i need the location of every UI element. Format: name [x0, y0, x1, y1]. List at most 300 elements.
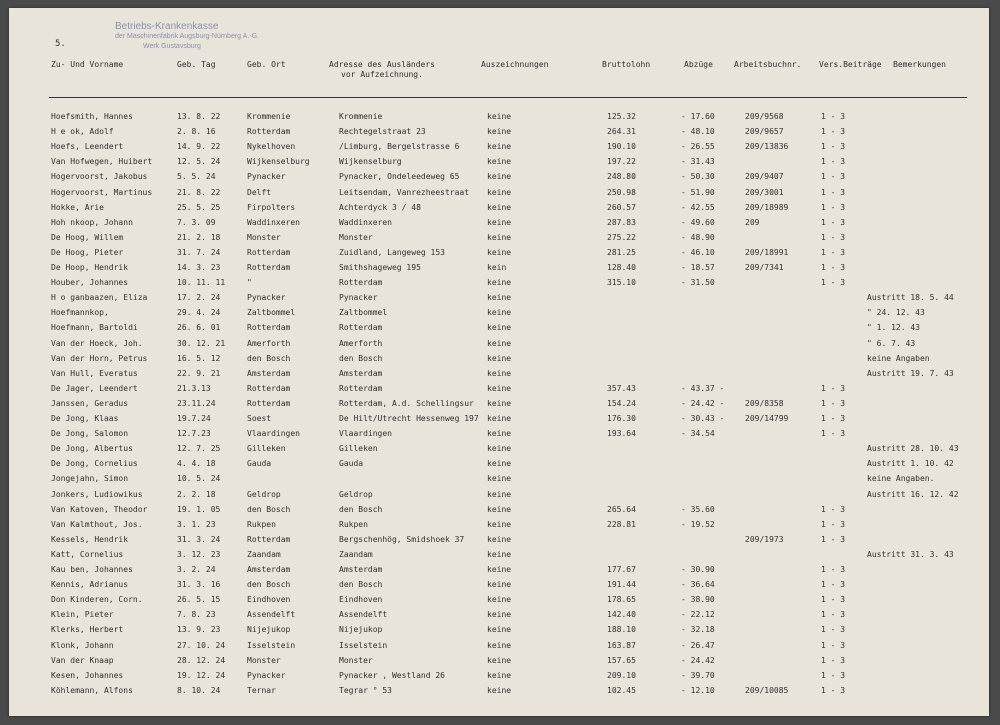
table-row: [9, 474, 989, 489]
cell-name: Van der Hoeck, Joh.: [51, 338, 143, 348]
header-birthplace: Geb. Ort: [247, 60, 286, 69]
table-row: [9, 127, 989, 142]
cell-address: Zaandam: [339, 549, 373, 559]
table-row: [9, 399, 989, 414]
cell-award: keine: [487, 610, 512, 620]
cell-birthplace: Pynacker: [247, 172, 286, 182]
cell-award: keine: [487, 187, 512, 197]
cell-deduction: - 48.10: [681, 127, 715, 137]
cell-award: keine: [487, 112, 512, 121]
table-row: [9, 459, 989, 474]
cell-award: keine: [487, 625, 512, 635]
header-book-no: Arbeitsbuchnr.: [734, 60, 802, 69]
cell-address: Rechtegelstraat 23: [339, 127, 426, 137]
cell-birthdate: 19. 12. 24: [177, 670, 226, 680]
cell-deduction: - 50.30: [681, 172, 715, 182]
cell-deduction: - 49.60: [681, 217, 715, 227]
header-address: Adresse des Ausländers vor Aufzeichnung.: [329, 60, 435, 79]
cell-birthdate: 21.3.13: [177, 383, 211, 393]
cell-birthdate: 19.7.24: [177, 414, 211, 423]
cell-address: Amsterdam: [339, 368, 383, 378]
cell-address: Amerforth: [339, 338, 383, 348]
cell-deduction: - 35.60: [681, 504, 715, 514]
cell-birthdate: 29. 4. 24: [177, 308, 221, 318]
cell-address: Gilleken: [339, 444, 378, 454]
cell-address: Nijejukop: [339, 625, 383, 635]
cell-name: Van der Horn, Petrus: [51, 353, 148, 363]
cell-name: Hokke, Arie: [51, 202, 104, 212]
cell-address: /Limburg, Bergelstrasse 6: [339, 142, 460, 152]
cell-remark: Austritt 16. 12. 42: [867, 489, 959, 499]
cell-deduction: - 43.37 -: [681, 383, 725, 393]
cell-birthplace: Gilleken: [247, 444, 286, 454]
cell-address: Rotterdam: [339, 383, 383, 393]
cell-award: keine: [487, 172, 512, 182]
table-row: [9, 354, 989, 369]
cell-gross: 250.98: [607, 187, 636, 197]
cell-contribution: 1 - 3: [821, 580, 846, 590]
cell-name: Van Kalmthout, Jos.: [51, 519, 143, 529]
cell-address: Monster: [339, 655, 373, 665]
cell-contribution: 1 - 3: [821, 670, 846, 680]
cell-birthplace: Rotterdam: [247, 383, 291, 393]
table-row: [9, 595, 989, 610]
cell-gross: 178.65: [607, 595, 636, 605]
cell-birthdate: 26. 5. 15: [177, 595, 221, 605]
cell-birthdate: 26. 6. 01: [177, 323, 221, 333]
cell-award: keine: [487, 293, 512, 303]
cell-birthdate: 7. 3. 09: [177, 217, 216, 227]
cell-birthdate: 16. 5. 12: [177, 353, 221, 363]
cell-birthdate: 7. 8. 23: [177, 610, 216, 620]
cell-contribution: 1 - 3: [821, 625, 846, 635]
cell-award: keine: [487, 685, 512, 695]
cell-award: keine: [487, 534, 512, 544]
cell-birthdate: 10. 5. 24: [177, 474, 221, 484]
cell-birthdate: 13. 8. 22: [177, 112, 221, 121]
cell-deduction: - 34.54: [681, 429, 715, 439]
cell-birthplace: Vlaardingen: [247, 429, 300, 439]
cell-deduction: - 26.55: [681, 142, 715, 152]
table-row: [9, 188, 989, 203]
table-row: [9, 625, 989, 640]
cell-award: keine: [487, 308, 512, 318]
cell-birthplace: Amerforth: [247, 338, 291, 348]
cell-birthdate: 5. 5. 24: [177, 172, 216, 182]
cell-deduction: - 12.10: [681, 685, 715, 695]
table-row: [9, 429, 989, 444]
cell-contribution: 1 - 3: [821, 142, 846, 152]
cell-address: Pynacker: [339, 293, 378, 303]
cell-award: keine: [487, 127, 512, 137]
table-row: [9, 671, 989, 686]
header-awards: Auszeichnungen: [481, 60, 549, 69]
cell-birthdate: 4. 4. 18: [177, 459, 216, 469]
cell-gross: 228.81: [607, 519, 636, 529]
cell-remark: Austritt 31. 3. 43: [867, 549, 954, 559]
cell-birthplace: Nijejukop: [247, 625, 291, 635]
cell-birthdate: 27. 10. 24: [177, 640, 226, 650]
cell-name: Klein, Pieter: [51, 610, 114, 620]
cell-birthdate: 8. 10. 24: [177, 685, 221, 695]
header-rule: [49, 97, 967, 98]
cell-gross: 315.10: [607, 278, 636, 288]
cell-award: keine: [487, 580, 512, 590]
cell-name: Hogervoorst, Martinus: [51, 187, 153, 197]
cell-birthplace: Zaandam: [247, 549, 281, 559]
cell-deduction: - 51.90: [681, 187, 715, 197]
cell-award: keine: [487, 368, 512, 378]
cell-birthplace: Rotterdam: [247, 127, 291, 137]
cell-remark: " 6. 7. 43: [867, 338, 916, 348]
cell-birthdate: 21. 8. 22: [177, 187, 221, 197]
cell-address: Vlaardingen: [339, 429, 392, 439]
cell-contribution: 1 - 3: [821, 127, 846, 137]
cell-book-no: 209/10085: [745, 685, 789, 695]
cell-gross: 154.24: [607, 398, 636, 408]
cell-contribution: 1 - 3: [821, 565, 846, 574]
table-row: [9, 610, 989, 625]
cell-address: Gauda: [339, 459, 364, 469]
cell-address: Eindhoven: [339, 595, 383, 605]
table-row: [9, 323, 989, 338]
cell-address: Isselstein: [339, 640, 388, 650]
table-row: [9, 505, 989, 520]
stamp-line-3: Werk Gustavsburg: [143, 43, 201, 50]
cell-gross: 193.64: [607, 429, 636, 439]
table-row: [9, 520, 989, 535]
cell-gross: 248.80: [607, 172, 636, 182]
table-row: [9, 142, 989, 157]
table-row: [9, 641, 989, 656]
cell-contribution: 1 - 3: [821, 685, 846, 695]
cell-book-no: 209/18989: [745, 202, 789, 212]
cell-birthdate: 3. 12. 23: [177, 549, 221, 559]
cell-contribution: 1 - 3: [821, 414, 846, 423]
cell-name: Van Hofwegen, Huibert: [51, 157, 153, 167]
cell-award: keine: [487, 338, 512, 348]
cell-birthplace: Assendelft: [247, 610, 296, 620]
cell-remark: " 24. 12. 43: [867, 308, 925, 318]
cell-book-no: 209/18991: [745, 247, 789, 257]
stamp-line-2: der Maschinenfabrik Augsburg-Nürnberg A.-G.: [115, 33, 259, 40]
cell-book-no: 209/13836: [745, 142, 789, 152]
cell-birthplace: Amsterdam: [247, 565, 291, 574]
cell-name: Don Kinderen, Corn.: [51, 595, 143, 605]
cell-address: Rotterdam: [339, 278, 383, 288]
cell-book-no: 209: [745, 217, 760, 227]
cell-address: Geldrop: [339, 489, 373, 499]
header-name: Zu- Und Vorname: [51, 60, 124, 69]
cell-contribution: 1 - 3: [821, 655, 846, 665]
cell-contribution: 1 - 3: [821, 595, 846, 605]
cell-birthplace: Eindhoven: [247, 595, 291, 605]
table-row: [9, 369, 989, 384]
cell-gross: 260.57: [607, 202, 636, 212]
header-remarks: Bemerkungen: [893, 60, 946, 69]
cell-gross: 209.10: [607, 670, 636, 680]
cell-award: keine: [487, 142, 512, 152]
table-row: [9, 580, 989, 595]
cell-gross: 265.64: [607, 504, 636, 514]
cell-contribution: 1 - 3: [821, 263, 846, 272]
table-row: [9, 339, 989, 354]
header-gross: Bruttolohn: [602, 60, 651, 69]
cell-deduction: - 42.55: [681, 202, 715, 212]
cell-birthdate: 28. 12. 24: [177, 655, 226, 665]
cell-address: Smithshageweg 195: [339, 263, 421, 272]
cell-contribution: 1 - 3: [821, 610, 846, 620]
cell-birthplace: Rotterdam: [247, 534, 291, 544]
cell-name: Kessels, Hendrik: [51, 534, 129, 544]
cell-award: keine: [487, 474, 512, 484]
cell-name: Katt, Cornelius: [51, 549, 124, 559]
cell-gross: 142.40: [607, 610, 636, 620]
cell-award: keine: [487, 414, 512, 423]
cell-contribution: 1 - 3: [821, 247, 846, 257]
cell-contribution: 1 - 3: [821, 429, 846, 439]
document-page: [9, 8, 989, 716]
cell-award: keine: [487, 398, 512, 408]
cell-name: H o ganbaazen, Eliza: [51, 293, 148, 303]
cell-birthdate: 10. 11. 11: [177, 278, 226, 288]
cell-birthdate: 21. 2. 18: [177, 232, 221, 242]
cell-deduction: - 17.60: [681, 112, 715, 121]
cell-name: De Hoog, Willem: [51, 232, 124, 242]
cell-deduction: - 36.64: [681, 580, 715, 590]
cell-birthdate: 12. 7. 25: [177, 444, 221, 454]
cell-birthdate: 17. 2. 24: [177, 293, 221, 303]
cell-contribution: 1 - 3: [821, 172, 846, 182]
cell-name: De Jong, Klaas: [51, 414, 119, 423]
cell-name: Hoefs, Leendert: [51, 142, 124, 152]
table-row: [9, 535, 989, 550]
cell-address: De Hilt/Utrecht Hessenweg 197: [339, 414, 479, 423]
cell-address: Assendelft: [339, 610, 388, 620]
cell-contribution: 1 - 3: [821, 112, 846, 121]
cell-deduction: - 26.47: [681, 640, 715, 650]
cell-book-no: 209/7341: [745, 263, 784, 272]
cell-remark: keine Angaben: [867, 353, 930, 363]
cell-award: keine: [487, 549, 512, 559]
cell-gross: 102.45: [607, 685, 636, 695]
cell-birthplace: Firpolters: [247, 202, 296, 212]
cell-gross: 188.10: [607, 625, 636, 635]
table-row: [9, 444, 989, 459]
cell-birthdate: 14. 3. 23: [177, 263, 221, 272]
table-row: [9, 278, 989, 293]
cell-award: keine: [487, 323, 512, 333]
cell-birthplace: Soest: [247, 414, 272, 423]
cell-gross: 281.25: [607, 247, 636, 257]
cell-award: keine: [487, 595, 512, 605]
cell-award: keine: [487, 383, 512, 393]
cell-contribution: 1 - 3: [821, 217, 846, 227]
cell-address: Leitsendam, Vanrezheestraat: [339, 187, 470, 197]
table-row: [9, 308, 989, 323]
cell-birthplace: den Bosch: [247, 580, 291, 590]
cell-name: Hoefsmith, Hannes: [51, 112, 133, 121]
cell-address: Rotterdam: [339, 323, 383, 333]
table-row: [9, 172, 989, 187]
cell-deduction: - 18.57: [681, 263, 715, 272]
cell-contribution: 1 - 3: [821, 383, 846, 393]
cell-gross: 176.30: [607, 414, 636, 423]
table-row: [9, 686, 989, 701]
cell-gross: 287.83: [607, 217, 636, 227]
table-row: [9, 112, 989, 127]
table-row: [9, 550, 989, 565]
cell-address: den Bosch: [339, 580, 383, 590]
cell-name: Klerks, Herbert: [51, 625, 124, 635]
cell-award: keine: [487, 217, 512, 227]
cell-award: keine: [487, 444, 512, 454]
cell-birthdate: 2. 8. 16: [177, 127, 216, 137]
cell-name: Hoh nkoop, Johann: [51, 217, 133, 227]
cell-birthplace: Monster: [247, 232, 281, 242]
cell-birthplace: Nykelhoven: [247, 142, 296, 152]
table-row: [9, 490, 989, 505]
cell-name: Jongejahn, Simon: [51, 474, 129, 484]
cell-address: Rotterdam, A.d. Schellingsur: [339, 398, 474, 408]
cell-remark: Austritt 18. 5. 44: [867, 293, 954, 303]
cell-deduction: - 39.70: [681, 670, 715, 680]
cell-gross: 357.43: [607, 383, 636, 393]
cell-birthdate: 12. 5. 24: [177, 157, 221, 167]
cell-remark: Austritt 28. 10. 43: [867, 444, 959, 454]
cell-name: Janssen, Geradus: [51, 398, 129, 408]
cell-birthplace: Monster: [247, 655, 281, 665]
cell-birthplace: Rotterdam: [247, 398, 291, 408]
cell-birthplace: Waddinxeren: [247, 217, 300, 227]
cell-award: keine: [487, 278, 512, 288]
cell-award: keine: [487, 353, 512, 363]
cell-birthplace: Pynacker: [247, 293, 286, 303]
cell-award: keine: [487, 429, 512, 439]
cell-birthplace: Amsterdam: [247, 368, 291, 378]
cell-remark: Austritt 19. 7. 43: [867, 368, 954, 378]
cell-name: Kennis, Adrianus: [51, 580, 129, 590]
cell-birthdate: 22. 9. 21: [177, 368, 221, 378]
cell-deduction: - 32.18: [681, 625, 715, 635]
cell-award: keine: [487, 565, 512, 574]
table-row: [9, 384, 989, 399]
cell-award: keine: [487, 640, 512, 650]
cell-remark: " 1. 12. 43: [867, 323, 920, 333]
cell-award: keine: [487, 489, 512, 499]
table-row: [9, 203, 989, 218]
cell-birthdate: 31. 7. 24: [177, 247, 221, 257]
cell-award: keine: [487, 157, 512, 167]
cell-contribution: 1 - 3: [821, 519, 846, 529]
table-row: [9, 233, 989, 248]
cell-name: De Jong, Cornelius: [51, 459, 138, 469]
cell-book-no: 209/9407: [745, 172, 784, 182]
cell-name: De Hoop, Hendrik: [51, 263, 129, 272]
cell-birthplace: Rotterdam: [247, 263, 291, 272]
cell-contribution: 1 - 3: [821, 278, 846, 288]
page-number: 5.: [55, 39, 66, 49]
cell-award: keine: [487, 247, 512, 257]
table-row: [9, 565, 989, 580]
cell-deduction: - 24.42 -: [681, 398, 725, 408]
cell-award: keine: [487, 670, 512, 680]
cell-gross: 128.40: [607, 263, 636, 272]
cell-birthdate: 30. 12. 21: [177, 338, 226, 348]
cell-book-no: 209/1973: [745, 534, 784, 544]
cell-deduction: - 31.43: [681, 157, 715, 167]
cell-book-no: 209/8358: [745, 398, 784, 408]
cell-gross: 275.22: [607, 232, 636, 242]
cell-birthplace: den Bosch: [247, 504, 291, 514]
cell-name: Houber, Johannes: [51, 278, 129, 288]
cell-birthdate: 3. 1. 23: [177, 519, 216, 529]
cell-address: Amsterdam: [339, 565, 383, 574]
cell-name: Klonk, Johann: [51, 640, 114, 650]
cell-birthdate: 19. 1. 05: [177, 504, 221, 514]
cell-address: Zuidland, Langeweg 153: [339, 247, 445, 257]
cell-birthplace: Gauda: [247, 459, 272, 469]
cell-remark: Austritt 1. 10. 42: [867, 459, 954, 469]
cell-birthplace: Rukpen: [247, 519, 276, 529]
cell-contribution: 1 - 3: [821, 157, 846, 167]
table-row: [9, 157, 989, 172]
cell-name: Kesen, Johannes: [51, 670, 124, 680]
cell-award: keine: [487, 232, 512, 242]
cell-name: Van der Knaap: [51, 655, 114, 665]
cell-birthplace: Ternar: [247, 685, 276, 695]
cell-birthdate: 14. 9. 22: [177, 142, 221, 152]
cell-birthdate: 31. 3. 24: [177, 534, 221, 544]
cell-contribution: 1 - 3: [821, 232, 846, 242]
cell-book-no: 209/3001: [745, 187, 784, 197]
cell-gross: 190.10: [607, 142, 636, 152]
cell-name: Van Hull, Everatus: [51, 368, 138, 378]
cell-address: Zaltbommel: [339, 308, 388, 318]
cell-deduction: - 19.52: [681, 519, 715, 529]
cell-book-no: 209/14799: [745, 414, 789, 423]
cell-address: den Bosch: [339, 504, 383, 514]
cell-birthplace: Geldrop: [247, 489, 281, 499]
table-row: [9, 248, 989, 263]
cell-name: De Hoog, Pieter: [51, 247, 124, 257]
cell-gross: 264.31: [607, 127, 636, 137]
cell-contribution: 1 - 3: [821, 504, 846, 514]
cell-name: Van Katoven, Theodor: [51, 504, 148, 514]
cell-name: Kau ben, Johannes: [51, 565, 133, 574]
cell-birthdate: 25. 5. 25: [177, 202, 221, 212]
cell-address: den Bosch: [339, 353, 383, 363]
cell-birthplace: Wijkenselburg: [247, 157, 310, 167]
cell-address: Rukpen: [339, 519, 368, 529]
cell-deduction: - 30.43 -: [681, 414, 725, 423]
table-row: [9, 293, 989, 308]
cell-gross: 163.87: [607, 640, 636, 650]
cell-contribution: 1 - 3: [821, 187, 846, 197]
cell-book-no: 209/9657: [745, 127, 784, 137]
cell-name: Hoefmannkop,: [51, 308, 109, 318]
cell-name: Jonkers, Ludiowikus: [51, 489, 143, 499]
cell-address: Wijkenselburg: [339, 157, 402, 167]
cell-award: keine: [487, 202, 512, 212]
cell-birthdate: 12.7.23: [177, 429, 211, 439]
cell-birthplace: Rotterdam: [247, 247, 291, 257]
cell-birthdate: 3. 2. 24: [177, 565, 216, 574]
cell-address: Waddinxeren: [339, 217, 392, 227]
cell-birthdate: 2. 2. 18: [177, 489, 216, 499]
cell-address: Tegrar ° 53: [339, 685, 392, 695]
cell-contribution: 1 - 3: [821, 640, 846, 650]
